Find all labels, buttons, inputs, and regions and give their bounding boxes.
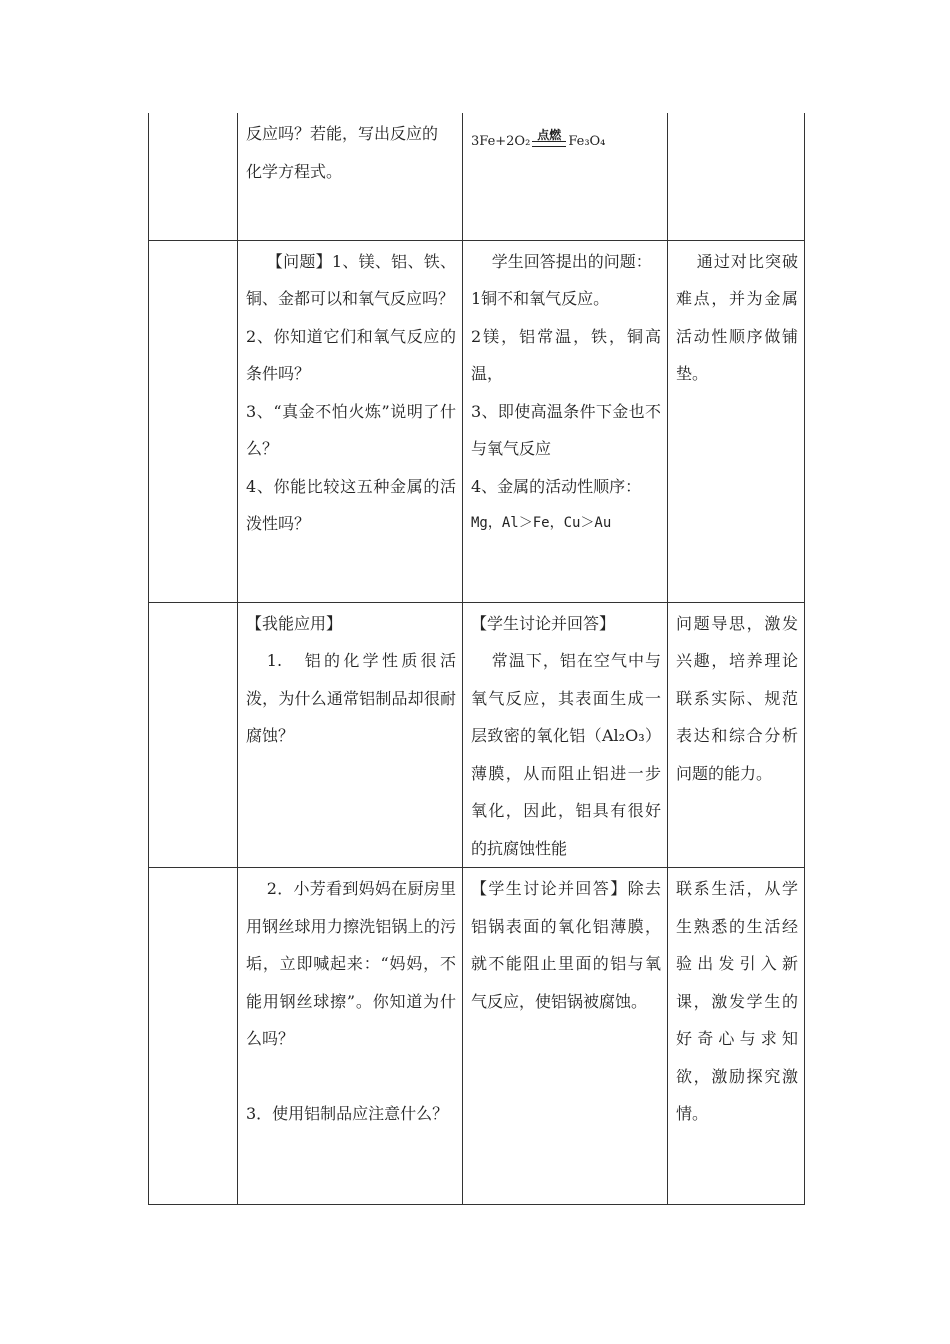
activity-order-text: Mg，Al＞Fe，Cu＞Au [471, 515, 612, 531]
table-cell-teacher-activity [238, 240, 463, 602]
table-cell-design-intent [668, 602, 805, 868]
cell-text: 4、你能比较这五种金属的活泼性吗？ [246, 476, 456, 533]
equation-arrow [532, 129, 566, 150]
table-cell-design-intent [668, 113, 805, 240]
table-cell-teacher-activity [238, 113, 463, 240]
chemical-equation [471, 129, 661, 150]
cell-text: 通过对比突破难点，并为金属活动性顺序做铺垫。 [676, 251, 798, 383]
cell-text: 常温下，铝在空气中与氧气反应，其表面生成一层致密的氧化铝（Al₂O₃）薄膜，从而阻止铝进一步氧化，因此，铝具有很好的抗腐蚀性能 [471, 651, 661, 858]
cell-text: 【问题】1、镁、铝、铁、铜、金都可以和氧气反应吗？ [246, 251, 456, 308]
cell-text: 【学生讨论并回答】 [471, 613, 616, 633]
table-cell-student-activity [463, 602, 668, 868]
cell-text: 联系生活，从学生熟悉的生活经验出发引入新课，激发学生的好奇心与求知欲，激励探究激情。 [676, 879, 798, 1123]
table-cell-stage [149, 240, 238, 602]
cell-text: 3、即使高温条件下金也不与氧气反应 [471, 401, 661, 458]
lesson-plan-table [148, 113, 805, 1205]
table-cell-teacher-activity [238, 868, 463, 1205]
cell-text: 学生回答提出的问题： [491, 251, 652, 271]
cell-text: 问题导思，激发兴趣，培养理论联系实际、规范表达和综合分析问题的能力。 [676, 613, 798, 783]
cell-text: 3、“真金不怕火炼”说明了什么？ [246, 401, 456, 458]
cell-text: 【学生讨论并回答】除去铝锅表面的氧化铝薄膜，就不能阻止里面的铝与氧气反应，使铝锅被腐蚀。 [471, 879, 661, 1011]
cell-text: 2．小芳看到妈妈在厨房里用钢丝球用力擦洗铝锅上的污垢，立即喊起来：“妈妈，不能用钢丝球擦”。你知道为什么吗？ [246, 879, 456, 1048]
cell-text: 反应吗？若能，写出反应的 [246, 124, 439, 143]
cell-text: 2镁，铝常温，铁，铜高温， [471, 326, 661, 383]
cell-text: 化学方程式。 [246, 161, 343, 181]
equation-reactants: 3Fe+2O₂ [471, 134, 531, 149]
table-cell-teacher-activity [238, 602, 463, 868]
table-row [149, 602, 805, 868]
table-cell-stage [149, 602, 238, 868]
table-cell-design-intent [668, 868, 805, 1205]
cell-text: 2、你知道它们和氧气反应的条件吗？ [246, 326, 456, 383]
reaction-condition: 点燃 [537, 128, 562, 142]
cell-text: 3．使用铝制品应注意什么？ [246, 1103, 449, 1123]
table-cell-student-activity [463, 240, 668, 602]
double-line-icon [532, 141, 566, 147]
table-row [149, 240, 805, 602]
table-row [149, 868, 805, 1205]
table-row [149, 113, 805, 240]
table-cell-stage [149, 868, 238, 1205]
cell-text: 【我能应用】 [246, 613, 343, 633]
cell-text: 1. 铝的化学性质很活泼，为什么通常铝制品却很耐腐蚀？ [246, 651, 456, 745]
table-cell-student-activity [463, 113, 668, 240]
equation-products: Fe₃O₄ [568, 134, 606, 149]
table-cell-student-activity [463, 868, 668, 1205]
table-cell-stage [149, 113, 238, 240]
table-cell-design-intent [668, 240, 805, 602]
cell-text: 1铜不和氧气反应。 [471, 289, 610, 308]
cell-text: 4、金属的活动性顺序： [471, 476, 642, 496]
